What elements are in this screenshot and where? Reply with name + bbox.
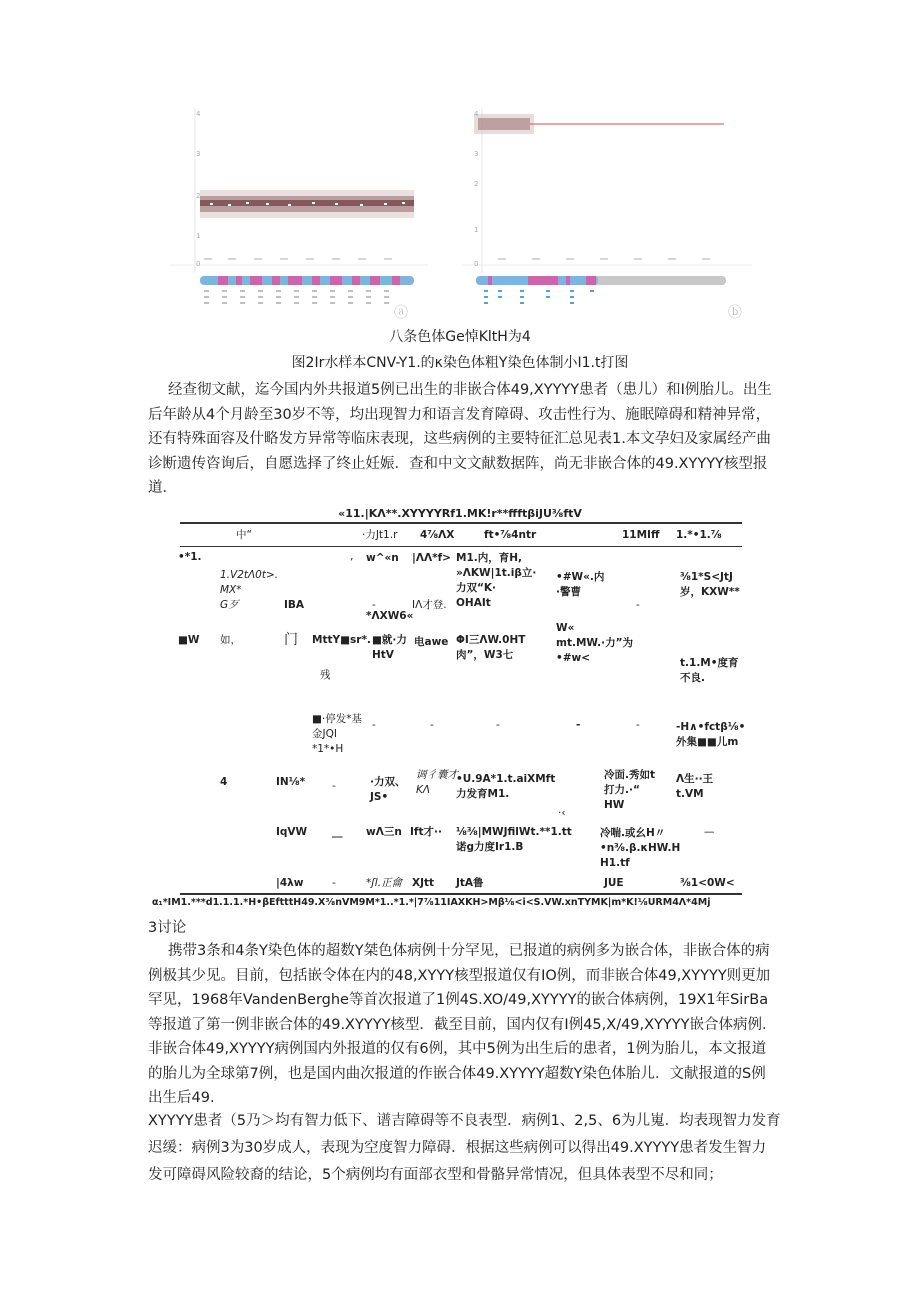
- table-cell: -: [496, 719, 500, 731]
- figure-panel-a: [170, 108, 428, 320]
- table-cell: W« mt.MW.·力”为 •#w<: [556, 622, 634, 664]
- table-cell: IΛ才登.: [412, 599, 447, 611]
- table-cell: ⅛⅜|MWJfilWt.**1.tt 诺g力度Ir1.B: [456, 826, 572, 853]
- table-cell: *ʃl.正龠: [366, 877, 403, 889]
- table-cell: __: [332, 826, 343, 838]
- y-tick-b-0: 0: [474, 260, 479, 268]
- table-cell: ·‹: [558, 807, 566, 819]
- table-cell: wΛ三n: [366, 826, 402, 838]
- table-cell: ·力双、 JS•: [370, 776, 406, 803]
- chromosome-ideogram-a: [200, 276, 414, 285]
- table-cell: •U.9A*1.t.aiXMft 力发育M1.: [456, 773, 556, 800]
- table-header-cell: 1.*•1.⅞: [676, 529, 722, 541]
- table-header-cell: ·力Jt1.r: [362, 529, 398, 541]
- table-cell: •*1.: [178, 551, 202, 563]
- table-cell: MttY■sr*.: [312, 634, 371, 646]
- table-cell: w^«n: [366, 552, 399, 564]
- table-top-rule: [180, 522, 742, 524]
- table-cell: -: [372, 719, 376, 731]
- y-tick-a-1: 1: [196, 232, 201, 240]
- table-cell: 冷面.秀如t 打力.·“ HW: [604, 769, 656, 811]
- section-heading: 3讨论: [148, 920, 187, 936]
- table-cell: XJtt: [412, 877, 435, 889]
- paragraph-3-line: 发可障碍风险较裔的结论，5个病例均有面部衣型和骨骼异常情况，但具体表型不尽和同；: [148, 1167, 723, 1183]
- table-caption: «11.|KΛ**.XYYYYRf1.MK!r**ffftβiJU⅜ftV: [338, 507, 582, 520]
- gene-annotation-marks-a: [204, 290, 389, 304]
- table-cell: ΦI三ΛW.0HT 肉”，W3七: [456, 634, 526, 661]
- table-cell: 残: [320, 669, 331, 681]
- y-tick-a-3: 3: [196, 150, 201, 158]
- table-cell: 1.V2tΛ0t>. MX* G歹: [220, 569, 279, 611]
- paragraph-1: 经查彻文献，迄今国内外共报道5例已出生的非嵌合体49,XYYYY患者（患儿）和I例胎儿。出生后年龄从4个月龄至30岁不等，均出现智力和语言发育障碍、攻击性行为、施眠障碍和精神异常，还有特殊面容及什略发方异常等临床表现，这些病例的主要特征汇总见表1.本文孕妇及家属经产曲诊断遗传咨询后，自愿选择了终止妊娠．查和中文文献数据阵，尚无非嵌合体的49.XYYYY核型报道．: [148, 382, 772, 496]
- paragraph-3-line: 迟缓：病例3为30岁成人，表现为空度智力障碍．根据这些病例可以得出49.XYYYY患者发生智力: [148, 1140, 767, 1156]
- y-tick-a-0: 0: [196, 260, 201, 268]
- genome-position-marks-a: [204, 258, 392, 260]
- cnv-plot-b: [462, 108, 752, 320]
- table-cell: -: [576, 719, 581, 731]
- table-cell: JUE: [604, 877, 624, 889]
- table-cell: ʼ: [350, 557, 354, 569]
- table-cell: JtA鲁: [456, 877, 484, 889]
- table-cell: M1.内，育H, »ΛKW|1t.iβ立· 力双“K· OHAIt: [456, 552, 537, 609]
- y-tick-a-2: 2: [196, 192, 201, 200]
- table-cell: IN⅛*: [276, 776, 306, 788]
- table-cell: —: [704, 826, 715, 838]
- table-cell: IBA: [284, 599, 305, 611]
- table-cell: -: [430, 719, 434, 731]
- gene-annotation-marks-b: [484, 290, 594, 304]
- table-cell: 门: [284, 632, 298, 648]
- paragraph-2: 携带3条和4条Y染色体的超数Y桀色体病例十分罕见，已报道的病例多为嵌合体，非嵌合体的病例极其少见。目前，包括嵌令体在内的48,XYYY核型报道仅有IO例，而非嵌合体49,XYYYY则更加罕见，1968年VandenBerghe等首次报道了1例4S.XO/49,XYYYY的嵌合体病例，19X1年SirBa等报道了第一例非嵌合体的49.XYYYY核型．截至目前，国内仅有I例45,X/49,XYYYY嵌合体病例．非嵌合体49,XYYYY病例国内外报道的仅有6例，其中5例为出生后的患者，1例为胎儿，本文报道的胎儿为全球第7例，也是国内曲次报道的作嵌合体49.XYYYY超数Y染色体胎儿．文献报道的S例出生后49.: [148, 943, 777, 1106]
- table-header-rule: [180, 546, 742, 547]
- table-cell: -: [636, 599, 640, 611]
- table-cell: 如，: [220, 634, 241, 646]
- table-cell: -: [636, 719, 640, 731]
- table-header-cell: 4⅞ΛX: [420, 529, 455, 541]
- table-cell: 冷喘.或幺H〃 •n⅜.β.κHW.H H1.tf: [600, 827, 681, 869]
- figure-panel-b: [462, 108, 752, 320]
- table-cell: -H∧•fctβ⅛• 外集■■儿m: [676, 721, 746, 748]
- table-header-cell: ft•⅞4ntr: [484, 529, 537, 541]
- table-bottom-rule: [180, 893, 742, 895]
- y-tick-b-4: 4: [474, 110, 479, 118]
- table-cell: t.1.M•度育 不良.: [680, 657, 739, 684]
- table-cell: ■·停发*基 金JQI *1*•H: [312, 713, 363, 755]
- scatter-band-a: [200, 190, 414, 218]
- table-cell: Ift才··: [410, 826, 442, 838]
- table-cell: -: [372, 599, 376, 611]
- panel-b-label: ⓑ: [728, 305, 742, 321]
- paragraph-3-line: XYYYY患者（5乃＞均有智力低下、谱吉障碍等不良表型．病例1、2,5、6为儿嵬．均表现智力发育: [148, 1113, 781, 1129]
- genome-position-marks-b: [498, 258, 710, 260]
- scatter-band-b: [474, 114, 724, 134]
- table-cell: 4: [220, 776, 228, 788]
- table-header-cell: 11MIff: [622, 529, 660, 541]
- table-cell: ⅜1*S<JtJ 岁，KXW**: [680, 571, 740, 598]
- table-cell: Λ生··王 t.VM: [676, 773, 714, 800]
- cnv-plot-a: [170, 108, 428, 320]
- table-cell: ⅜1<0W<: [680, 877, 735, 889]
- table-cell: ■就·力 HtV: [372, 634, 407, 661]
- table-cell: ■W: [178, 634, 200, 646]
- y-tick-a-4: 4: [196, 110, 201, 118]
- y-tick-b-1: 1: [474, 226, 479, 234]
- table-cell: |ΛΛ*f>: [412, 552, 451, 564]
- y-tick-b-2: 2: [474, 180, 479, 188]
- table-header-cell: 中“: [236, 529, 252, 541]
- chromosome-ideogram-b: [476, 276, 726, 285]
- table-cell: IqVW: [276, 826, 308, 838]
- panel-a-label: ⓐ: [394, 305, 408, 321]
- table-footnote: α₁*IM1.***d1.1.1.*H•βEftttH49.X⅜nVM9M*1..*1.*|7⅞11IAXKH>Mβ⅛<i<S.VW.xnTYMK|m*K!⅛URM4Λ*4Mj: [152, 897, 711, 908]
- figure-caption-2: 图2Ir水样本CNV-Y1.的κ染色体粗Y染色体制小I1.t打图: [291, 355, 629, 371]
- table-cell: -: [332, 877, 336, 889]
- table-cell: 调彳囊才 KΛ: [416, 769, 458, 796]
- table-cell: |4λw: [276, 877, 304, 889]
- table-cell: -: [332, 780, 336, 792]
- table-cell: •#W«.内 ·警曹: [556, 571, 605, 598]
- y-tick-b-3: 3: [474, 150, 479, 158]
- figure-caption-1: 八条色体Ge悼KltH为4: [389, 329, 531, 345]
- table-cell: *ΛXW6«: [366, 610, 414, 622]
- table-cell: 电awe: [414, 636, 449, 648]
